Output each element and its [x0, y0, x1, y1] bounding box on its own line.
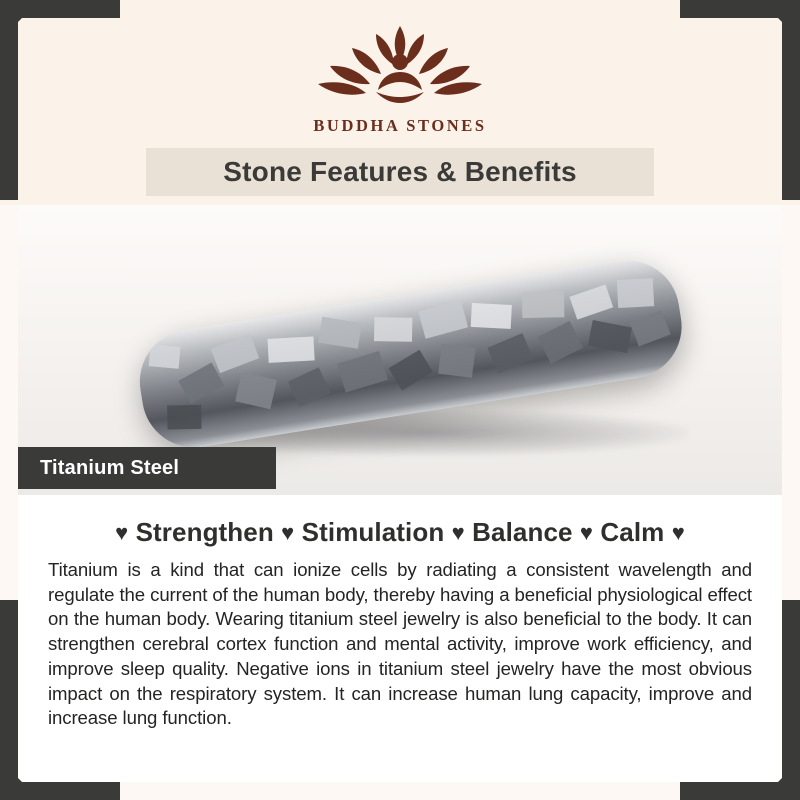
benefit-item-calm: Calm [600, 517, 665, 547]
benefit-item-balance: Balance [472, 517, 573, 547]
description-text: Titanium is a kind that can ionize cells by radiating a consistent wavelength and regulate the current of the human body, thereby having a beneficial physiological effect on the human body. Wearing titanium steel jewelry is also beneficial to the body. It can strengthen cerebral cortex function and mental activity, improve work efficiency, and improve sleep quality. Negative ions in titanium steel jewelry have the most obvious impact on the respiratory system. It can increase human lung capacity, improve and increase lung function. [48, 559, 752, 729]
heart-icon: ♥ [281, 520, 295, 545]
benefit-item-strengthen: Strengthen [135, 517, 274, 547]
heart-icon: ♥ [671, 520, 685, 545]
product-caption-ribbon [18, 447, 276, 489]
frame-diagonal-bottom-right [760, 760, 800, 800]
product-caption-label: Titanium Steel [40, 456, 180, 479]
buddha-lotus-icon [314, 18, 486, 110]
heart-icon: ♥ [451, 520, 465, 545]
content-panel [18, 495, 782, 782]
title-banner [146, 148, 654, 196]
heart-icon: ♥ [579, 520, 594, 545]
benefits-list [48, 517, 752, 548]
frame-diagonal-bottom-left [0, 760, 40, 800]
heart-icon: ♥ [115, 520, 129, 545]
brand-name: BUDDHA STONES [313, 116, 487, 135]
page-title: Stone Features & Benefits [223, 156, 577, 187]
brand-logo [0, 18, 800, 136]
benefit-item-stimulation: Stimulation [301, 517, 445, 547]
